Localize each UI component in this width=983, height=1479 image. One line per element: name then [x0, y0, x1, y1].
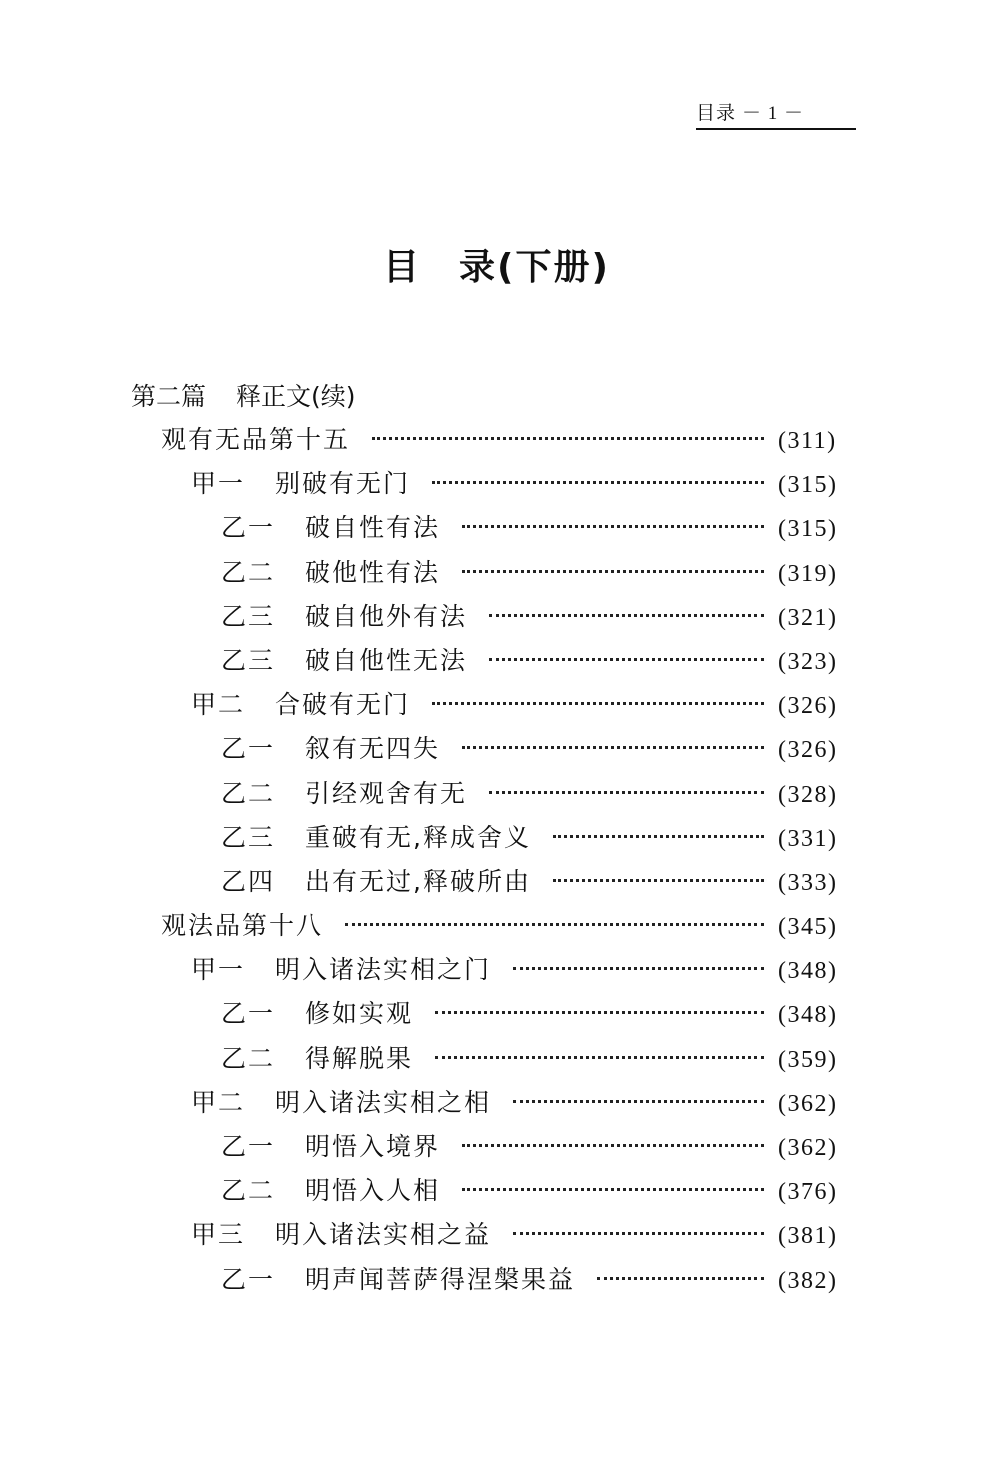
toc-entry-marker: 甲二: [191, 1087, 246, 1117]
toc-entry-text: 重破有无,释成舍义: [305, 822, 531, 852]
toc-entry-label: [221, 1037, 413, 1081]
toc-entry-marker: 甲一: [191, 955, 246, 985]
toc-entry[interactable]: [0, 551, 983, 595]
dot-leader: [597, 1277, 764, 1280]
toc-entry-text: 观有无品第十五: [161, 425, 351, 454]
toc-entry[interactable]: [0, 462, 983, 506]
toc-entry-page: (311): [778, 428, 837, 454]
toc-entry-text: 叙有无四失: [305, 734, 441, 764]
toc-entry-page: (328): [778, 781, 838, 808]
toc-entry-page: (359): [778, 1046, 838, 1073]
toc-entry-page: (348): [778, 1002, 838, 1029]
toc-entry-text: 得解脱果: [305, 1043, 414, 1073]
toc-entry-text: 明悟入人相: [305, 1176, 441, 1206]
toc-entry[interactable]: [0, 1169, 983, 1213]
dot-leader: [553, 835, 764, 838]
toc-entry-label: [221, 639, 467, 683]
toc-entry-label: [191, 683, 410, 727]
toc-entry-page: (376): [778, 1179, 838, 1206]
toc-entry[interactable]: [0, 1081, 983, 1125]
toc-entry-text: 破自他性无法: [305, 645, 468, 675]
toc-entry-marker: 乙一: [221, 999, 276, 1029]
toc-entry[interactable]: [0, 683, 983, 727]
toc-entry[interactable]: [0, 992, 983, 1036]
toc-entry-marker: 乙一: [221, 513, 276, 543]
toc-entry-label: [221, 727, 440, 771]
toc-entry-text: 破自性有法: [305, 513, 441, 543]
dot-leader: [489, 791, 764, 794]
toc-entry[interactable]: [0, 639, 983, 683]
toc-entry-page: (362): [778, 1135, 838, 1161]
toc-entry-marker: 乙二: [221, 1176, 276, 1206]
toc-entry[interactable]: [0, 1258, 983, 1302]
toc-entry-text: 合破有无门: [275, 690, 411, 720]
toc-entry-marker: 乙三: [221, 822, 276, 852]
toc-entry-page: (326): [778, 693, 838, 720]
part-name: 释正文(续): [236, 382, 356, 411]
dot-leader: [372, 437, 764, 440]
dot-leader: [489, 614, 764, 617]
running-header-section: 目录: [696, 102, 737, 124]
toc-entry-text: 出有无过,释破所由: [305, 866, 531, 896]
dot-leader: [435, 1011, 764, 1014]
toc-entry-label: [221, 816, 531, 860]
toc-entry-marker: 乙二: [221, 1043, 276, 1073]
toc-entry-label: [161, 418, 350, 462]
part-number: 第二篇: [131, 382, 207, 411]
toc-entry-marker: 乙一: [221, 1264, 276, 1294]
toc-entry-label: [221, 595, 467, 639]
toc-entry-marker: 甲三: [191, 1220, 246, 1250]
toc-entry-label: [191, 1081, 491, 1125]
toc-entry-text: 明入诸法实相之益: [275, 1220, 492, 1250]
toc-entry-label: [221, 860, 531, 904]
toc-entry[interactable]: [0, 595, 983, 639]
toc-entry-page: (319): [778, 560, 838, 587]
table-of-contents: [0, 418, 983, 1302]
dot-leader: [462, 525, 764, 528]
toc-entry-text: 明入诸法实相之相: [275, 1087, 492, 1117]
toc-entry-text: 明悟入境界: [305, 1132, 441, 1161]
dot-leader: [462, 1144, 764, 1147]
toc-entry[interactable]: [0, 816, 983, 860]
toc-entry-label: [191, 1213, 491, 1257]
toc-entry-marker: 甲一: [191, 469, 246, 499]
dot-leader: [462, 570, 764, 573]
toc-entry-page: (333): [778, 869, 838, 896]
running-header: [696, 100, 856, 130]
dot-leader: [345, 923, 764, 926]
dot-leader: [513, 967, 764, 970]
toc-entry-page: (315): [778, 516, 838, 543]
toc-entry-page: (331): [778, 825, 838, 852]
toc-entry-label: [191, 948, 491, 992]
toc-entry-page: (321): [778, 604, 838, 631]
toc-entry-label: [221, 1125, 440, 1169]
toc-entry-page: (323): [778, 648, 838, 675]
toc-entry-text: 明声闻菩萨得涅槃果益: [305, 1264, 576, 1294]
toc-entry-marker: 乙二: [221, 778, 276, 808]
toc-entry[interactable]: [0, 772, 983, 816]
toc-entry-page: (326): [778, 737, 838, 764]
toc-entry[interactable]: [0, 904, 983, 948]
running-header-page-number: － 1 －: [742, 103, 805, 124]
dot-leader: [432, 481, 764, 484]
toc-entry-label: [221, 506, 440, 550]
dot-leader: [489, 658, 764, 661]
toc-entry[interactable]: [0, 1213, 983, 1257]
toc-entry-text: 别破有无门: [275, 469, 411, 499]
toc-entry-text: 观法品第十八: [161, 911, 324, 941]
toc-entry-marker: 乙一: [221, 734, 276, 764]
toc-entry[interactable]: [0, 948, 983, 992]
toc-entry-marker: 乙四: [221, 866, 276, 896]
toc-entry-page: (362): [778, 1090, 838, 1117]
dot-leader: [513, 1232, 764, 1235]
toc-entry[interactable]: [0, 860, 983, 904]
toc-entry-page: (345): [778, 914, 838, 941]
dot-leader: [462, 746, 764, 749]
toc-entry-label: [221, 1169, 440, 1213]
toc-entry[interactable]: [0, 1125, 983, 1169]
toc-entry-label: [191, 462, 410, 506]
toc-entry-page: (315): [778, 472, 838, 499]
toc-entry[interactable]: [0, 727, 983, 771]
toc-entry-marker: 乙三: [221, 645, 276, 675]
toc-entry[interactable]: [0, 418, 983, 462]
toc-entry[interactable]: [0, 1037, 983, 1081]
dot-leader: [553, 879, 764, 882]
toc-entry-label: [161, 904, 323, 948]
dot-leader: [462, 1188, 764, 1191]
toc-entry-marker: 乙二: [221, 557, 276, 587]
part-heading: [131, 377, 356, 417]
toc-entry-text: 修如实观: [305, 999, 414, 1029]
toc-entry-label: [221, 992, 413, 1036]
toc-entry-page: (381): [778, 1223, 838, 1250]
toc-entry-marker: 乙三: [221, 601, 276, 631]
dot-leader: [435, 1056, 764, 1059]
page-title: 目 录(下册): [383, 247, 610, 288]
toc-entry-page: (382): [778, 1267, 838, 1294]
toc-entry-label: [221, 1258, 575, 1302]
toc-entry-text: 引经观舍有无: [305, 778, 468, 808]
dot-leader: [432, 702, 764, 705]
toc-entry-label: [221, 772, 467, 816]
toc-entry-marker: 甲二: [191, 690, 246, 720]
toc-entry-text: 破他性有法: [305, 557, 441, 587]
toc-entry-page: (348): [778, 958, 838, 985]
toc-entry-marker: 乙一: [221, 1132, 276, 1161]
toc-entry-text: 破自他外有法: [305, 601, 468, 631]
toc-entry-text: 明入诸法实相之门: [275, 955, 492, 985]
dot-leader: [513, 1100, 764, 1103]
toc-entry-label: [221, 551, 440, 595]
toc-entry[interactable]: [0, 506, 983, 550]
